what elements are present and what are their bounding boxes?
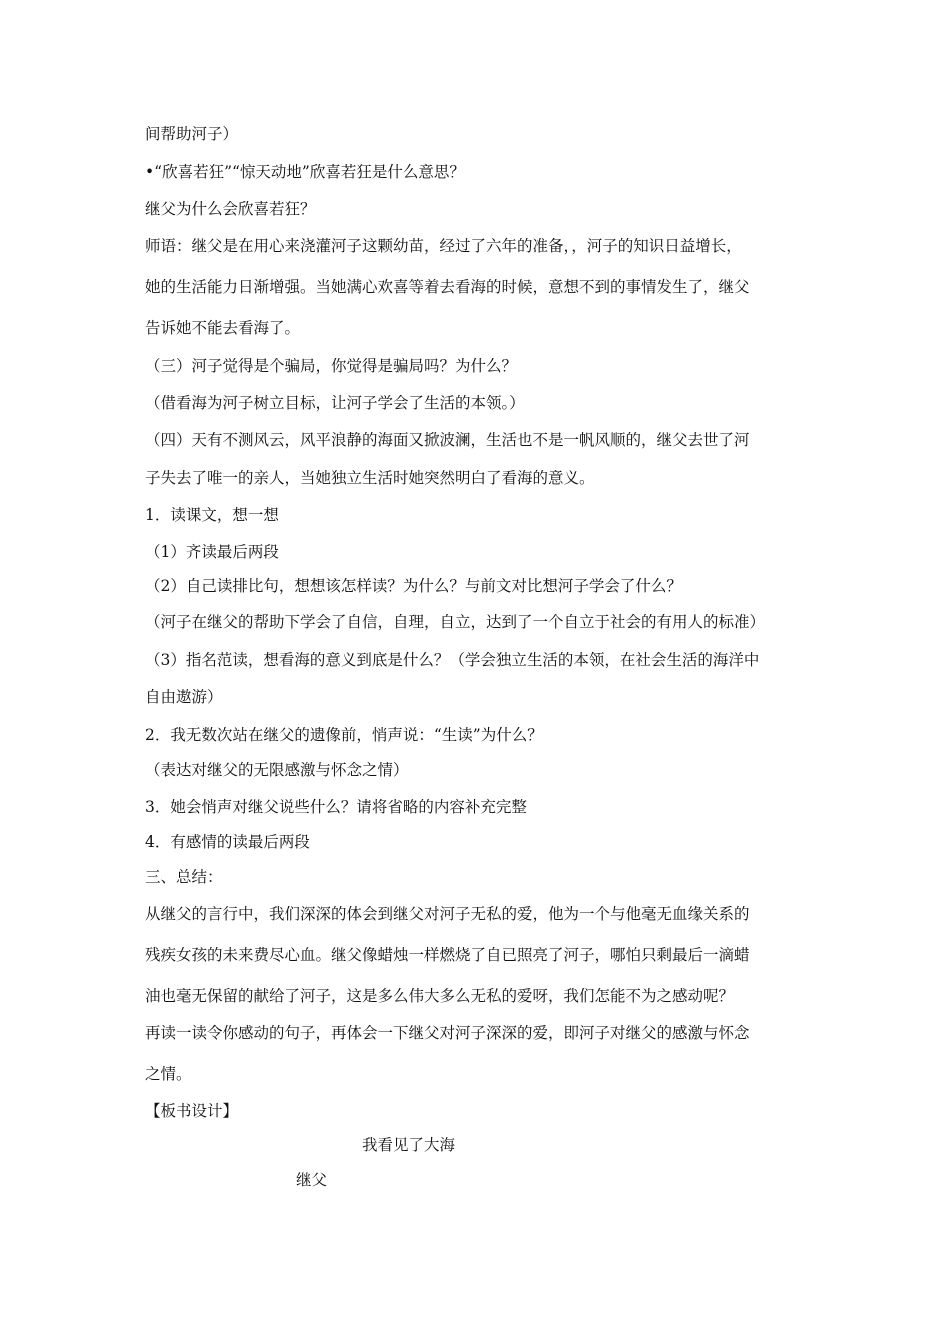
text-line: 1．读课文，想一想 xyxy=(145,506,279,524)
text-line: 间帮助河子） xyxy=(145,125,239,143)
text-line: （借看海为河子树立目标，让河子学会了生活的本领。） xyxy=(145,394,525,412)
text-line: 4．有感情的读最后两段 xyxy=(145,833,310,851)
text-line: （三）河子觉得是个骗局，你觉得是骗局吗？为什么？ xyxy=(145,357,518,375)
board-title: 我看见了大海 xyxy=(362,1136,456,1154)
text-line: 从继父的言行中，我们深深的体会到继父对河子无私的爱，他为一个与他毫无血缘关系的 xyxy=(145,905,750,923)
text-line: 之情。 xyxy=(145,1065,192,1083)
text-line: 子失去了唯一的亲人，当她独立生活时她突然明白了看海的意义。 xyxy=(145,469,595,487)
text-line: 再读一读令你感动的句子，再体会一下继父对河子深深的爱，即河子对继父的感激与怀念 xyxy=(145,1024,750,1042)
text-line: （四）天有不测风云，风平浪静的海面又掀波澜，生活也不是一帆风顺的，继父去世了河 xyxy=(145,431,750,449)
text-line: （3）指名范读，想看海的意义到底是什么？（学会独立生活的本领，在社会生活的海洋中 xyxy=(145,651,760,669)
text-line: 继父为什么会欣喜若狂？ xyxy=(145,200,316,218)
text-line: 她的生活能力日渐增强。当她满心欢喜等着去看海的时候，意想不到的事情发生了，继父 xyxy=(145,278,750,296)
text-line: （表达对继父的无限感激与怀念之情） xyxy=(145,761,409,779)
text-line: 告诉她不能去看海了。 xyxy=(145,319,301,337)
text-line: •“欣喜若狂”“惊天动地”欣喜若狂是什么意思？ xyxy=(145,163,465,181)
text-line: （1）齐读最后两段 xyxy=(145,543,279,561)
text-line: （河子在继父的帮助下学会了自信，自理，自立，达到了一个自立于社会的有用人的标准） xyxy=(145,613,766,631)
text-line: 三、总结： xyxy=(145,868,223,886)
text-line: 自由遨游） xyxy=(145,688,223,706)
text-line: （2）自己读排比句，想想该怎样读？为什么？与前文对比想河子学会了什么？ xyxy=(145,577,682,595)
board-subtitle: 继父 xyxy=(296,1171,328,1189)
text-line: 师语：继父是在用心来浇灌河子这颗幼苗，经过了六年的准备，，河子的知识日益增长， xyxy=(145,237,742,255)
text-line: 2．我无数次站在继父的遗像前，悄声说：“生读”为什么？ xyxy=(145,726,543,744)
text-line: 油也毫无保留的献给了河子，这是多么伟大多么无私的爱呀，我们怎能不为之感动呢？ xyxy=(145,987,735,1005)
text-line: 3．她会悄声对继父说些什么？请将省略的内容补充完整 xyxy=(145,798,527,816)
text-line: 残疾女孩的未来费尽心血。继父像蜡烛一样燃烧了自已照亮了河子，哪怕只剩最后一滴蜡 xyxy=(145,946,750,964)
text-line: 【板书设计】 xyxy=(145,1102,239,1120)
